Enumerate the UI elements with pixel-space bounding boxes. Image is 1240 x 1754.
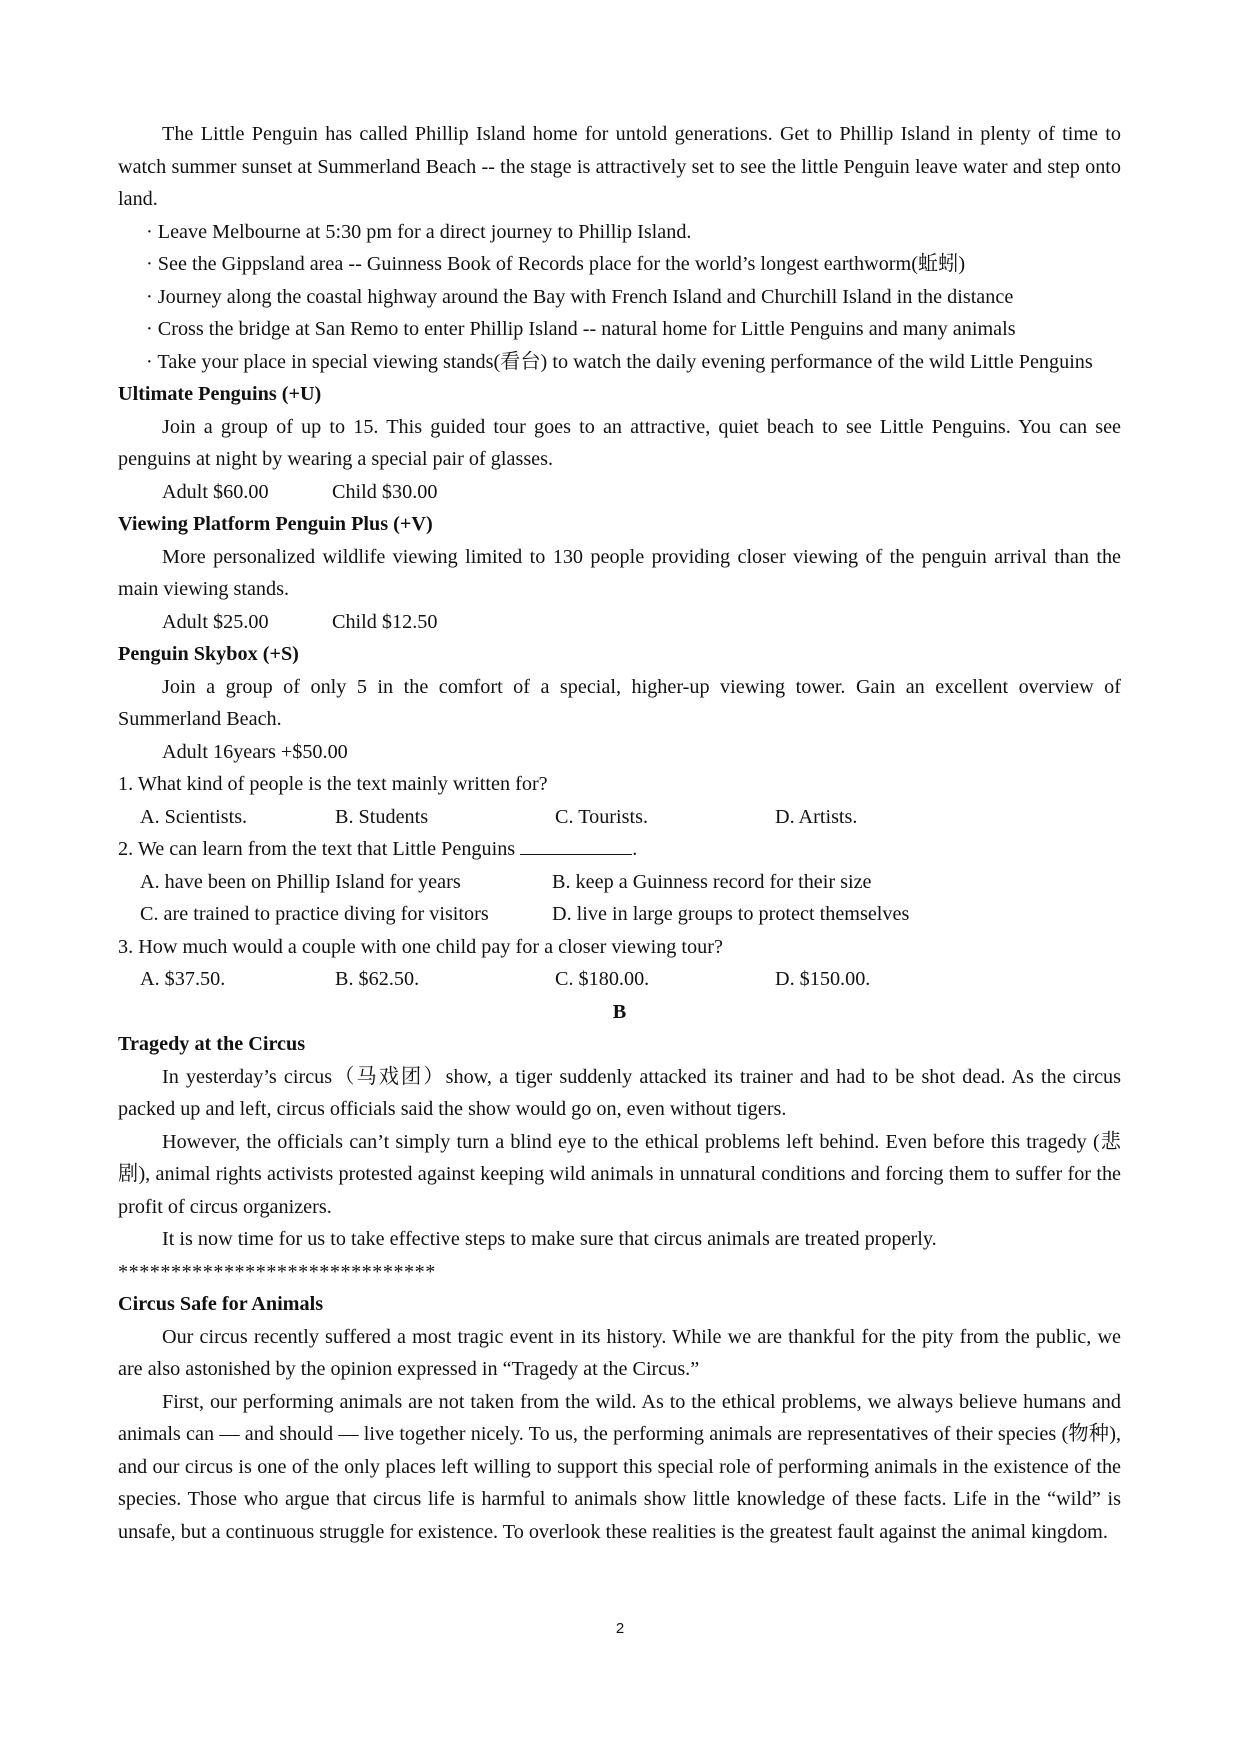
tour-description: Join a group of only 5 in the comfort of a special, higher-up viewing tower. Gain an excellent overview of Summerland Beach. [118, 675, 1121, 730]
itinerary-item: · See the Gippsland area -- Guinness Book of Records place for the world’s longest earthworm(蚯蚓) [146, 253, 966, 275]
option-c: C. are trained to practice diving for visitors [140, 903, 489, 925]
tour-prices [118, 476, 1121, 509]
option-b: B. $62.50. [335, 968, 420, 990]
itinerary-item: · Journey along the coastal highway around the Bay with French Island and Churchill Island in the distance [146, 285, 1014, 308]
option-a: A. have been on Phillip Island for years [140, 870, 461, 893]
question-stem-text: 2. We can learn from the text that Little Penguins [118, 838, 516, 860]
article-paragraph: It is now time for us to take effective steps to make sure that circus animals are treated properly. [162, 1228, 937, 1250]
tour-description: Join a group of up to 15. This guided tour goes to an attractive, quiet beach to see Little Penguins. You can see penguins at night by wearing a special pair of glasses. [118, 415, 1121, 470]
child-price: Child $30.00 [332, 480, 438, 503]
option-b: B. Students [335, 805, 429, 828]
article-paragraph: However, the officials can’t simply turn a blind eye to the ethical problems left behind. Even before this tragedy (悲剧), animal rights activists protested against keeping wild animals in unnatural conditions and forcing them to suffer for the profit of circus organizers. [118, 1130, 1121, 1218]
adult-price: Adult 16years +$50.00 [162, 740, 348, 763]
answer-options [118, 866, 1121, 899]
tour-title: Penguin Skybox (+S) [118, 643, 299, 665]
question-stem: 3. How much would a couple with one child pay for a closer viewing tour? [118, 935, 723, 958]
tour-title: Ultimate Penguins (+U) [118, 383, 322, 405]
adult-price: Adult $60.00 [162, 480, 269, 503]
option-c: C. $180.00. [555, 968, 650, 990]
option-a: A. $37.50. [140, 968, 226, 990]
question-stem: 1. What kind of people is the text mainly written for? [118, 773, 548, 795]
separator: ****************************** [118, 1260, 436, 1283]
tour-prices [118, 606, 1121, 639]
answer-options [118, 801, 1121, 834]
itinerary-item: · Cross the bridge at San Remo to enter Phillip Island -- natural home for Little Penguins and many animals [146, 318, 1016, 340]
option-d: D. Artists. [775, 805, 858, 828]
article-paragraph: In yesterday’s circus（马戏团）show, a tiger suddenly attacked its trainer and had to be shot dead. As the circus packed up and left, circus officials said the show would go on, even without tigers. [118, 1065, 1121, 1120]
question-stem-end: . [632, 838, 638, 860]
option-d: D. live in large groups to protect themselves [552, 903, 910, 925]
option-c: C. Tourists. [555, 805, 649, 828]
answer-blank [520, 836, 632, 855]
article-title: Tragedy at the Circus [118, 1033, 306, 1055]
intro-paragraph: The Little Penguin has called Phillip Island home for untold generations. Get to Phillip Island in plenty of time to watch summer sunset at Summerland Beach -- the stage is attractively set to see the little Penguin leave water and step onto land. [118, 123, 1121, 210]
adult-price: Adult $25.00 [162, 610, 269, 633]
option-d: D. $150.00. [775, 968, 871, 990]
article-title: Circus Safe for Animals [118, 1293, 324, 1315]
tour-prices [118, 736, 1121, 769]
answer-options [118, 963, 1121, 996]
article-paragraph: First, our performing animals are not taken from the wild. As to the ethical problems, we always believe humans and animals can — and should — live together nicely. To us, the performing animals are representatives of their species (物种), and our circus is one of the only places left willing to support this special role of performing animals in the existence of the species. Those who argue that circus life is harmful to animals show little knowledge of these facts. Life in the “wild” is unsafe, but a continuous struggle for existence. To overlook these realities is the greatest fault against the animal kingdom. [118, 1390, 1121, 1543]
page-number: 2 [615, 1620, 625, 1637]
child-price: Child $12.50 [332, 610, 438, 633]
option-b: B. keep a Guinness record for their size [552, 870, 872, 893]
answer-options [118, 898, 1121, 931]
passage-a [118, 118, 1121, 1548]
option-a: A. Scientists. [140, 805, 248, 828]
tour-title: Viewing Platform Penguin Plus (+V) [118, 513, 433, 535]
tour-description: More personalized wildlife viewing limited to 130 people providing closer viewing of the penguin arrival than the main viewing stands. [118, 545, 1121, 600]
question-stem [118, 833, 1121, 866]
section-label: B [612, 1000, 627, 1023]
itinerary-item: · Take your place in special viewing stands(看台) to watch the daily evening performance of the wild Little Penguins [146, 350, 1093, 373]
article-paragraph: Our circus recently suffered a most tragic event in its history. While we are thankful for the pity from the public, we are also astonished by the opinion expressed in “Tragedy at the Circus.” [118, 1325, 1121, 1380]
itinerary-item: · Leave Melbourne at 5:30 pm for a direct journey to Phillip Island. [146, 220, 692, 243]
